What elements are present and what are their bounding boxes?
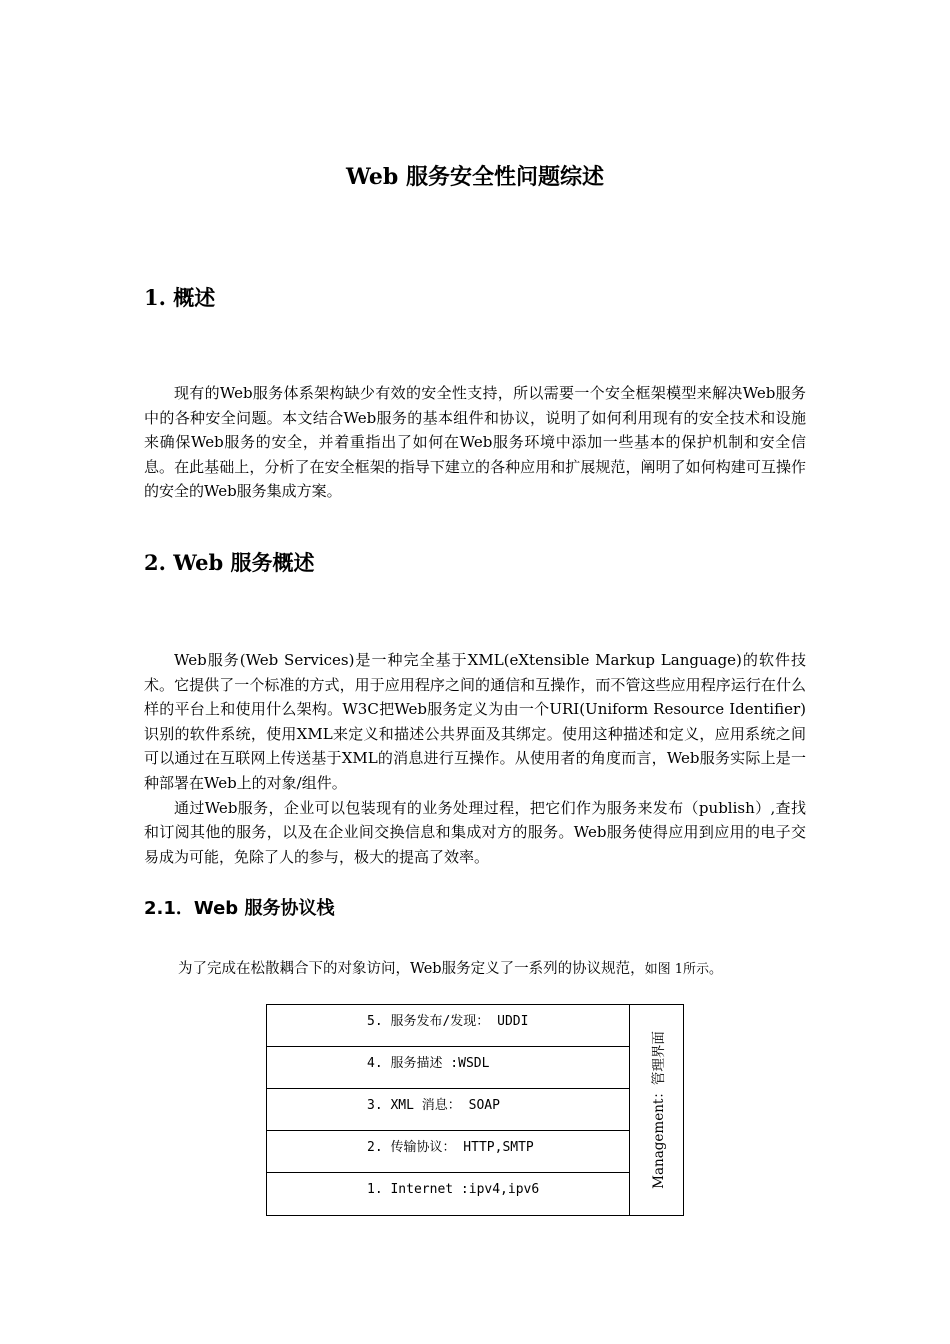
figure-intro bbox=[178, 957, 722, 978]
section-1-body bbox=[144, 381, 806, 504]
section-2-body bbox=[144, 648, 806, 869]
stack-layer-2-label: 2. 传输协议： HTTP,SMTP bbox=[367, 1140, 534, 1155]
section-2-paragraph-1: Web服务(Web Services)是一种完全基于XML(eXtensible Markup Language)的软件技术。它提供了一个标准的方式，用于应用程序之间的通信和互操作，而不管这些应用程序运行在什么样的平台上和使用什么架构。W3C把Web服务定义为由一个URI(Uniform Resource Identifier)识别的软件系统，使用XML来定义和描述公共界面及其绑定。使用这种描述和定义，应用系统之间可以通过在互联网上传送基于XML的消息进行互操作。从使用者的角度而言，Web服务实际上是一种部署在Web上的对象/组件。 bbox=[144, 651, 806, 792]
section-2-paragraph-2: 通过Web服务，企业可以包装现有的业务处理过程，把它们作为服务来发布（publish）,查找和订阅其他的服务，以及在企业间交换信息和集成对方的服务。Web服务使得应用到应用的电子交易成为可能，免除了人的参与，极大的提高了效率。 bbox=[144, 798, 806, 866]
section-2-1-heading: 2.1．Web 服务协议栈 bbox=[144, 898, 335, 919]
management-label: Management：管理界面 bbox=[650, 1031, 667, 1189]
section-1-paragraph: 现有的Web服务体系架构缺少有效的安全性支持，所以需要一个安全框架模型来解决Web服务中的各种安全问题。本文结合Web服务的基本组件和协议，说明了如何利用现有的安全技术和设施来确保Web服务的安全，并着重指出了如何在Web服务环境中添加一些基本的保护机制和安全信息。在此基础上，分析了在安全框架的指导下建立的各种应用和扩展规范，阐明了如何构建可互操作的安全的Web服务集成方案。 bbox=[144, 384, 806, 501]
stack-layer-4-label: 4. 服务描述 :WSDL bbox=[367, 1056, 490, 1071]
section-1-heading: 1. 概述 bbox=[144, 285, 216, 310]
protocol-stack-figure bbox=[266, 1004, 684, 1216]
figure-reference: 如图 1所示。 bbox=[644, 962, 722, 977]
stack-layer-5 bbox=[267, 1005, 629, 1047]
stack-layer-3 bbox=[267, 1089, 629, 1131]
stack-layer-1 bbox=[267, 1173, 629, 1215]
stack-layer-1-label: 1. Internet :ipv4,ipv6 bbox=[367, 1182, 540, 1197]
stack-layer-4 bbox=[267, 1047, 629, 1089]
stack-layer-3-label: 3. XML 消息： SOAP bbox=[367, 1098, 500, 1113]
section-2-heading: 2. Web 服务概述 bbox=[144, 550, 315, 575]
document-title: Web 服务安全性问题综述 bbox=[346, 164, 604, 190]
stack-layer-2 bbox=[267, 1131, 629, 1173]
figure-intro-text: 为了完成在松散耦合下的对象访问，Web服务定义了一系列的协议规范， bbox=[178, 961, 645, 977]
management-column bbox=[629, 1005, 683, 1215]
stack-layer-5-label: 5. 服务发布/发现： UDDI bbox=[367, 1014, 529, 1029]
